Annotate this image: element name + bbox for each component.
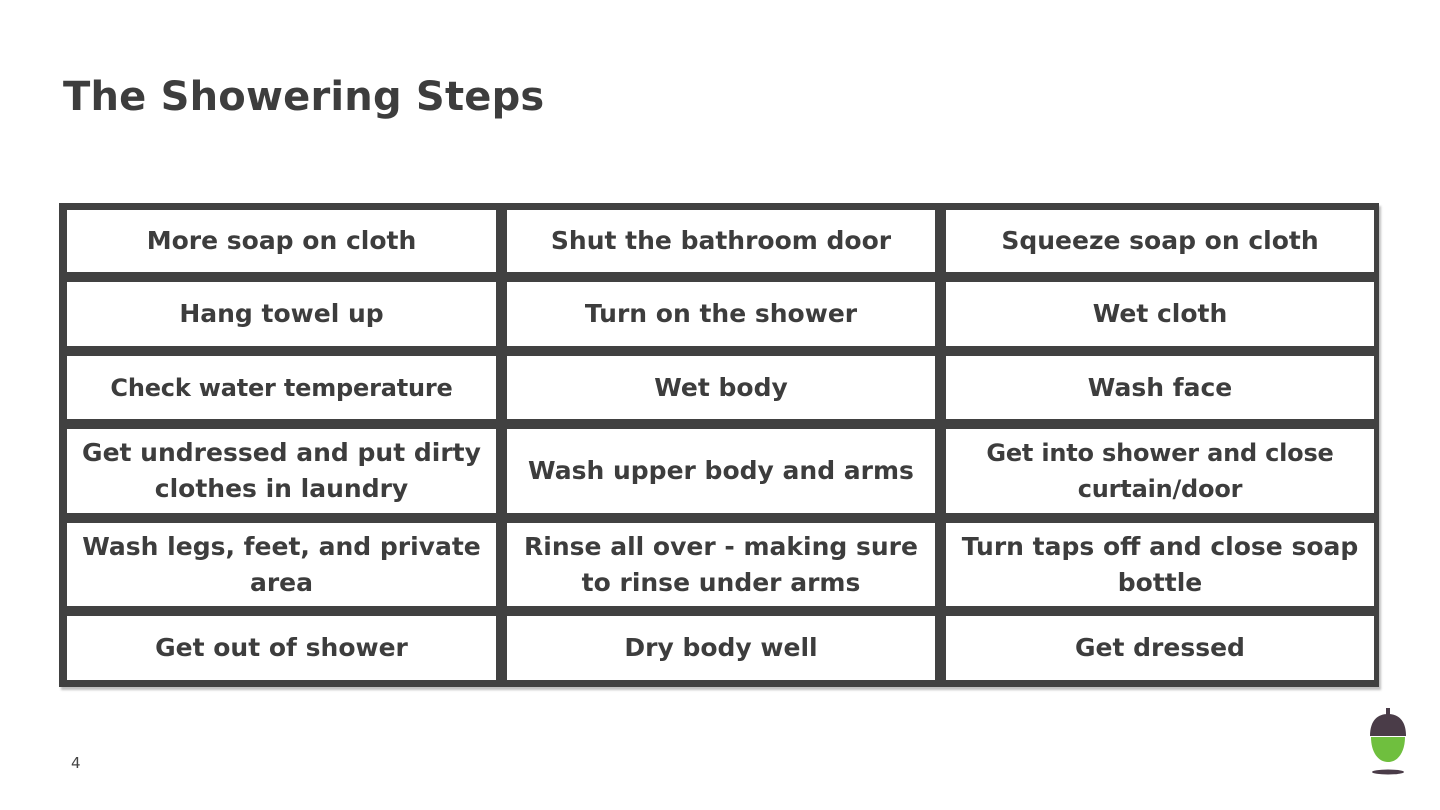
acorn-icon	[1366, 706, 1410, 778]
table-cell[interactable]	[67, 282, 496, 346]
cell-text: Rinse all over - making sure to rinse under arms	[524, 531, 918, 597]
table-cell[interactable]	[946, 210, 1374, 272]
page-number: 4	[71, 754, 81, 772]
cell-text: Check water temperature	[110, 373, 453, 402]
slide-title: The Showering Steps	[63, 74, 545, 120]
table-cell[interactable]	[946, 429, 1374, 513]
cell-text: Hang towel up	[179, 299, 384, 328]
acorn-stem	[1386, 708, 1390, 715]
cell-text: Turn taps off and close soap bottle	[961, 531, 1359, 597]
table-cell[interactable]	[507, 616, 935, 680]
acorn-cap	[1370, 714, 1406, 736]
cell-text: Wash face	[1087, 372, 1233, 402]
cell-text: Wet body	[654, 372, 788, 402]
table-cell[interactable]	[507, 429, 935, 513]
cell-text: Wet cloth	[1092, 299, 1228, 328]
table-cell[interactable]	[507, 210, 935, 272]
table-cell[interactable]	[507, 356, 935, 419]
cell-text: Turn on the shower	[584, 299, 858, 328]
cell-text: Get dressed	[1075, 633, 1245, 662]
acorn-shadow	[1372, 770, 1404, 775]
cell-text: Wash upper body and arms	[528, 456, 914, 485]
cell-text: Get into shower and close curtain/door	[986, 439, 1334, 503]
cell-text: Squeeze soap on cloth	[1001, 226, 1319, 255]
table-cell[interactable]	[67, 429, 496, 513]
cell-text: Wash legs, feet, and private area	[82, 531, 481, 597]
table-cell[interactable]	[67, 356, 496, 419]
table-cell[interactable]	[946, 282, 1374, 346]
table-cell[interactable]	[67, 616, 496, 680]
table-cell[interactable]	[946, 523, 1374, 606]
table-cell[interactable]	[67, 210, 496, 272]
table-cell[interactable]	[946, 616, 1374, 680]
table-cell[interactable]	[67, 523, 496, 606]
steps-table	[59, 203, 1379, 687]
table-cell[interactable]	[946, 356, 1374, 419]
cell-text: Dry body well	[624, 633, 818, 662]
cell-text: Shut the bathroom door	[550, 226, 892, 255]
table-cell[interactable]	[507, 282, 935, 346]
acorn-body	[1371, 737, 1405, 762]
cell-text: Get undressed and put dirty clothes in laundry	[82, 438, 481, 503]
cell-text: More soap on cloth	[146, 226, 417, 255]
cell-text: Get out of shower	[155, 633, 408, 662]
table-cell[interactable]	[507, 523, 935, 606]
